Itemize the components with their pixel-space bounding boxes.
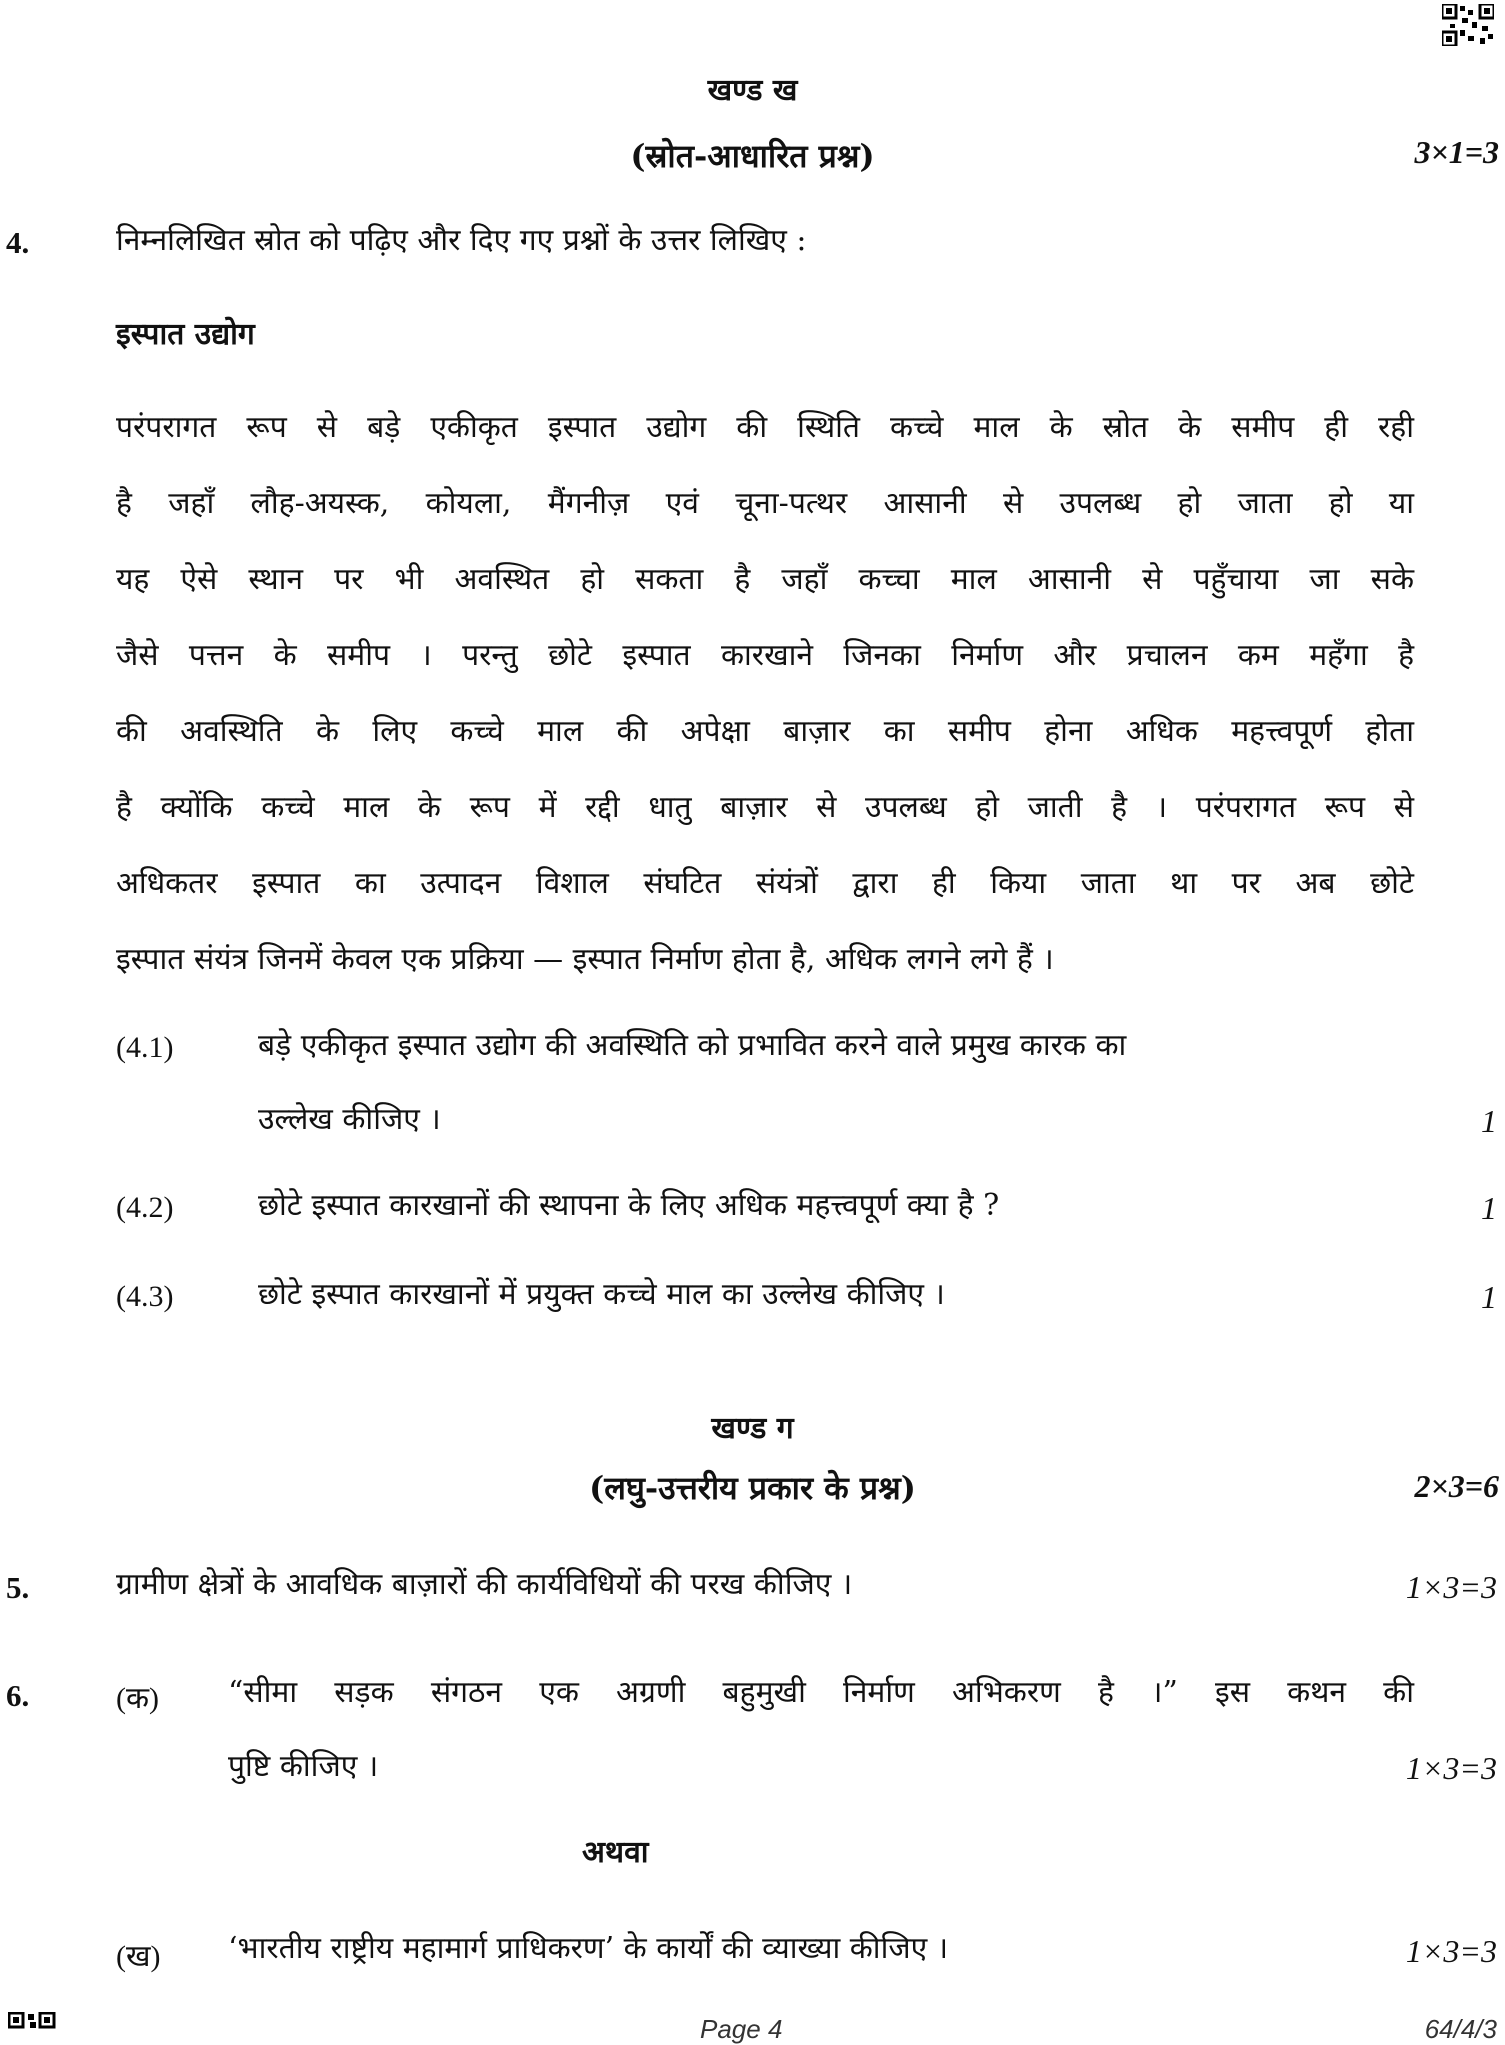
page-number: Page 4 (700, 2014, 783, 2044)
option-b-label: (ख) (116, 1940, 161, 1973)
subquestion-label: (4.2) (116, 1191, 174, 1224)
subquestion-marks: 1 (1481, 1103, 1497, 1139)
passage-line: इस्पात संयंत्र जिनमें केवल एक प्रक्रिया — इस्पात निर्माण होता है, अधिक लगने लगे हैं । (116, 942, 1054, 977)
question-number: 5. (6, 1570, 30, 1605)
question-number: 6. (6, 1678, 30, 1713)
question-number: 4. (6, 225, 30, 260)
section-c-title: खण्ड ग (711, 1411, 794, 1446)
passage-line: परंपरागत रूप से बड़े एकीकृत इस्पात उद्योग की स्थिति कच्चे माल के स्रोत के समीप ही रही (116, 410, 1414, 445)
section-c-marks: 2×3=6 (1414, 1468, 1499, 1504)
question-text: ग्रामीण क्षेत्रों के आवधिक बाज़ारों की कार्यविधियों की परख कीजिए । (116, 1567, 853, 1602)
option-a-marks: 1×3=3 (1405, 1750, 1497, 1786)
question-instruction: निम्नलिखित स्रोत को पढ़िए और दिए गए प्रश्नों के उत्तर लिखिए : (116, 223, 807, 258)
option-b-text: ‘भारतीय राष्ट्रीय महामार्ग प्राधिकरण’ के कार्यों की व्याख्या कीजिए । (228, 1931, 949, 1966)
passage-line: जैसे पत्तन के समीप । परन्तु छोटे इस्पात कारखाने जिनका निर्माण और प्रचालन कम महँगा है (116, 638, 1414, 673)
passage-line: है जहाँ लौह-अयस्क, कोयला, मैंगनीज़ एवं चूना-पत्थर आसानी से उपलब्ध हो जाता हो या (116, 486, 1414, 521)
option-a-text-cont: पुष्टि कीजिए । (228, 1749, 379, 1784)
section-c-subtitle: (लघु-उत्तरीय प्रकार के प्रश्न) (589, 1469, 916, 1507)
subquestion-marks: 1 (1481, 1190, 1497, 1226)
passage-line: की अवस्थिति के लिए कच्चे माल की अपेक्षा बाज़ार का समीप होना अधिक महत्त्वपूर्ण होता (116, 714, 1414, 749)
source-passage (116, 390, 1414, 998)
option-a-text: “सीमा सड़क संगठन एक अग्रणी बहुमुखी निर्माण अभिकरण है ।” इस कथन की (228, 1675, 1414, 1710)
subquestion-text-cont: उल्लेख कीजिए । (258, 1102, 441, 1137)
qr-code-icon (8, 2012, 68, 2030)
subquestion-text: छोटे इस्पात कारखानों की स्थापना के लिए अधिक महत्त्वपूर्ण क्या है ? (258, 1188, 1000, 1223)
paper-code: 64/4/3 (1424, 2014, 1497, 2044)
section-b-marks: 3×1=3 (1414, 134, 1499, 170)
or-separator: अथवा (582, 1835, 649, 1870)
subquestion-label: (4.3) (116, 1280, 174, 1313)
section-b-title: खण्ड ख (707, 73, 798, 108)
option-a-label: (क) (116, 1682, 160, 1715)
subquestion-label: (4.1) (116, 1031, 174, 1064)
qr-code-icon (1442, 4, 1494, 46)
passage-line: अधिकतर इस्पात का उत्पादन विशाल संघटित संयंत्रों द्वारा ही किया जाता था पर अब छोटे (116, 866, 1414, 901)
option-b-marks: 1×3=3 (1405, 1933, 1497, 1969)
passage-line: है क्योंकि कच्चे माल के रूप में रद्दी धातु बाज़ार से उपलब्ध हो जाती है । परंपरागत रूप से (116, 790, 1414, 825)
passage-heading: इस्पात उद्योग (116, 317, 255, 352)
subquestion-text: छोटे इस्पात कारखानों में प्रयुक्त कच्चे माल का उल्लेख कीजिए । (258, 1277, 945, 1312)
subquestion-marks: 1 (1481, 1279, 1497, 1315)
section-b-subtitle: (स्रोत-आधारित प्रश्न) (630, 137, 875, 175)
question-marks: 1×3=3 (1405, 1569, 1497, 1605)
subquestion-text: बड़े एकीकृत इस्पात उद्योग की अवस्थिति को प्रभावित करने वाले प्रमुख कारक का (258, 1028, 1127, 1063)
passage-line: यह ऐसे स्थान पर भी अवस्थित हो सकता है जहाँ कच्चा माल आसानी से पहुँचाया जा सके (116, 562, 1414, 597)
